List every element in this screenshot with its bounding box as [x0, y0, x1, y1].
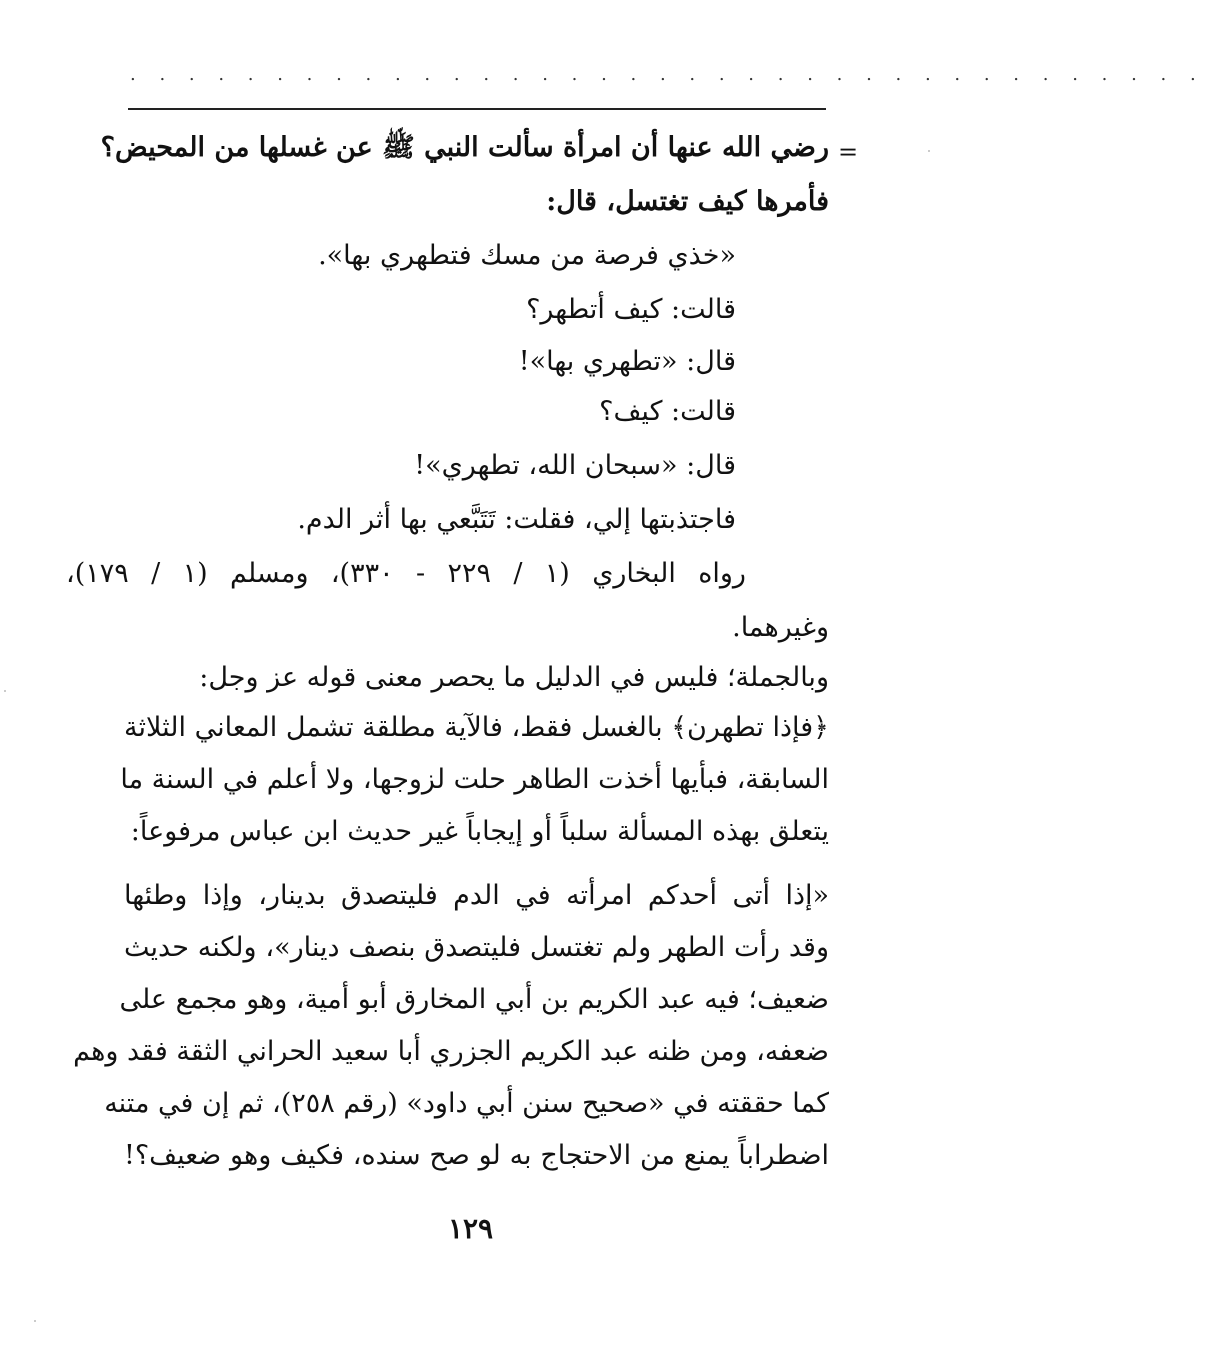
text-line: قالت: كيف؟ [599, 396, 736, 427]
text-line: ﴿فإذا تطهرن﴾ بالغسل فقط، فالآية مطلقة تشمل المعاني الثلاثة [124, 712, 829, 743]
footnote-continuation-mark: = [838, 138, 859, 166]
scan-speck [4, 690, 6, 692]
text-line: وبالجملة؛ فليس في الدليل ما يحصر معنى قوله عز وجل: [199, 662, 829, 693]
text-line: «خذي فرصة من مسك فتطهري بها». [318, 240, 736, 271]
text-line: قال: «سبحان الله، تطهري»! [414, 450, 736, 481]
text-line: ضعيف؛ فيه عبد الكريم بن أبي المخارق أبو أمية، وهو مجمع على [119, 984, 829, 1015]
header-dotted-rule: . . . . . . . . . . . . . . . . . . . . . . . . . . . . . . . . . . . . . [130, 64, 1205, 85]
scan-speck [928, 150, 930, 152]
text-line: يتعلق بهذه المسألة سلباً أو إيجاباً غير حديث ابن عباس مرفوعاً: [130, 816, 829, 847]
text-line: «إذا أتى أحدكم امرأته في الدم فليتصدق بدينار، وإذا وطئها [124, 880, 829, 911]
text-line: قال: «تطهري بها»! [518, 346, 736, 377]
text-line: السابقة، فبأيها أخذت الطاهر حلت لزوجها، ولا أعلم في السنة ما [120, 764, 829, 795]
text-line: قالت: كيف أتطهر؟ [526, 294, 736, 325]
page-number: ١٢٩ [447, 1212, 494, 1245]
text-line: ضعفه، ومن ظنه عبد الكريم الجزري أبا سعيد الحراني الثقة فقد وهم [73, 1036, 829, 1067]
text-line: رواه البخاري (١ / ٢٢٩ - ٣٣٠)، ومسلم (١ / ١٧٩)، [66, 558, 746, 589]
header-rule [128, 108, 826, 110]
scan-speck [34, 1320, 36, 1322]
text-line: وقد رأت الطهر ولم تغتسل فليتصدق بنصف دينار»، ولكنه حديث [124, 932, 829, 963]
text-line: اضطراباً يمنع من الاحتجاج به لو صح سنده، فكيف وهو ضعيف؟! [124, 1140, 829, 1171]
text-line: فاجتذبتها إلي، فقلت: تَتَبَّعي بها أثر الدم. [297, 504, 736, 535]
text-line: كما حققته في «صحيح سنن أبي داود» (رقم ٢٥٨)، ثم إن في متنه [104, 1088, 829, 1119]
text-line: رضي الله عنها أن امرأة سألت النبي ﷺ عن غسلها من المحيض؟ [100, 132, 829, 163]
text-line: وغيرهما. [732, 612, 829, 643]
text-line: فأمرها كيف تغتسل، قال: [546, 186, 829, 217]
